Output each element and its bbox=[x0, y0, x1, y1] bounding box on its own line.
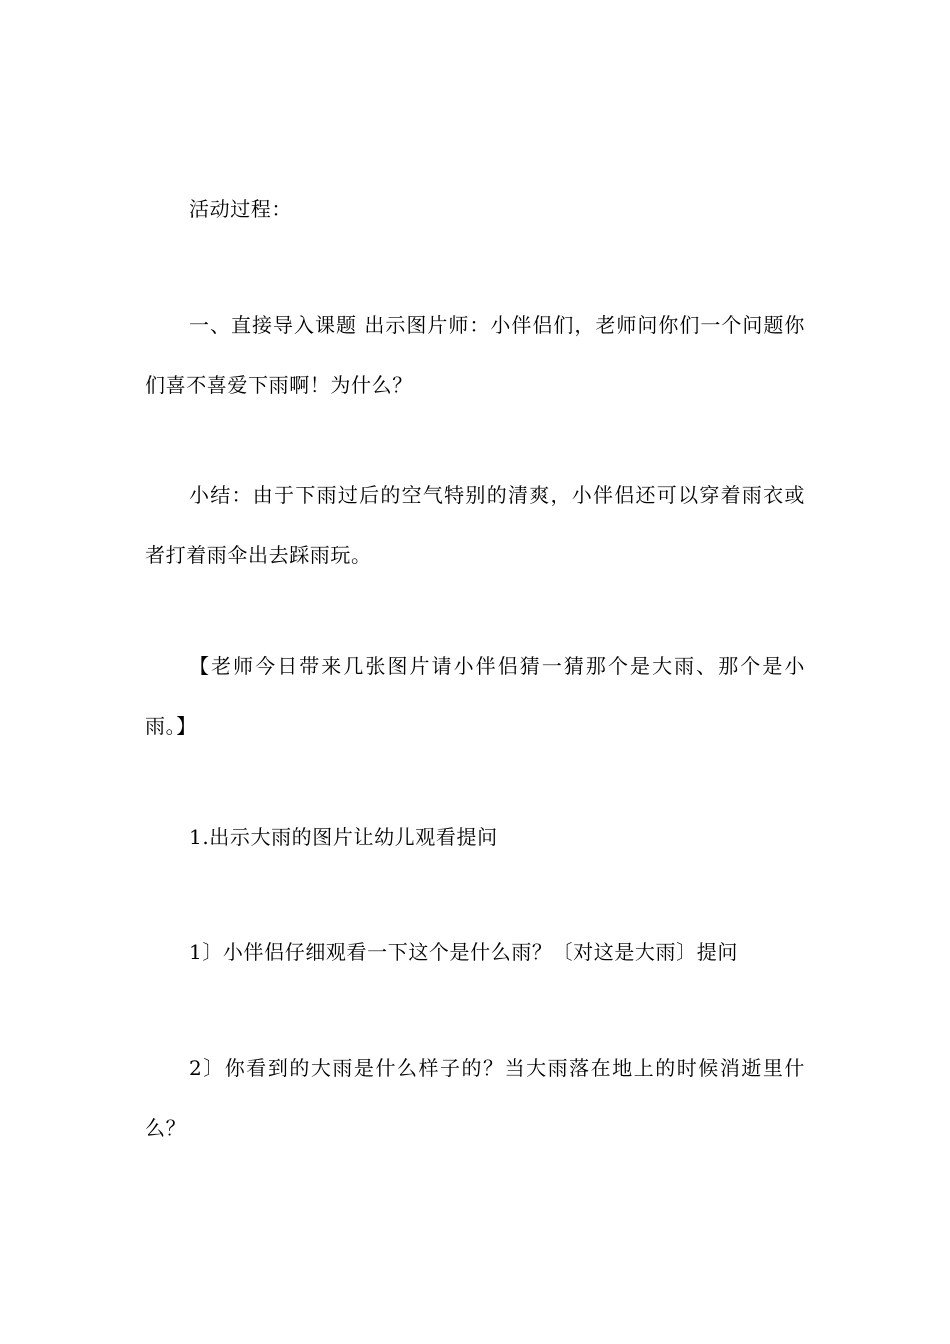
paragraph-question-2: 2〕你看到的大雨是什么样子的？当大雨落在地上的时候消逝里什么？ bbox=[145, 1056, 805, 1140]
paragraph-question-1: 1〕小伴侣仔细观看一下这个是什么雨？〔对这是大雨〕提问 bbox=[189, 940, 738, 964]
paragraph-introduction: 一、直接导入课题 出示图片师：小伴侣们，老师问你们一个问题你们喜不喜爱下雨啊！为什么？ bbox=[145, 313, 805, 397]
paragraph-summary: 小结：由于下雨过后的空气特别的清爽，小伴侣还可以穿着雨衣或者打着雨伞出去踩雨玩。 bbox=[145, 483, 805, 567]
paragraph-activity-process: 活动过程： bbox=[189, 197, 292, 221]
paragraph-bracket-note: 【老师今日带来几张图片请小伴侣猜一猜那个是大雨、那个是小雨。】 bbox=[145, 654, 805, 738]
paragraph-step-1: 1.出示大雨的图片让幼儿观看提问 bbox=[189, 825, 498, 849]
